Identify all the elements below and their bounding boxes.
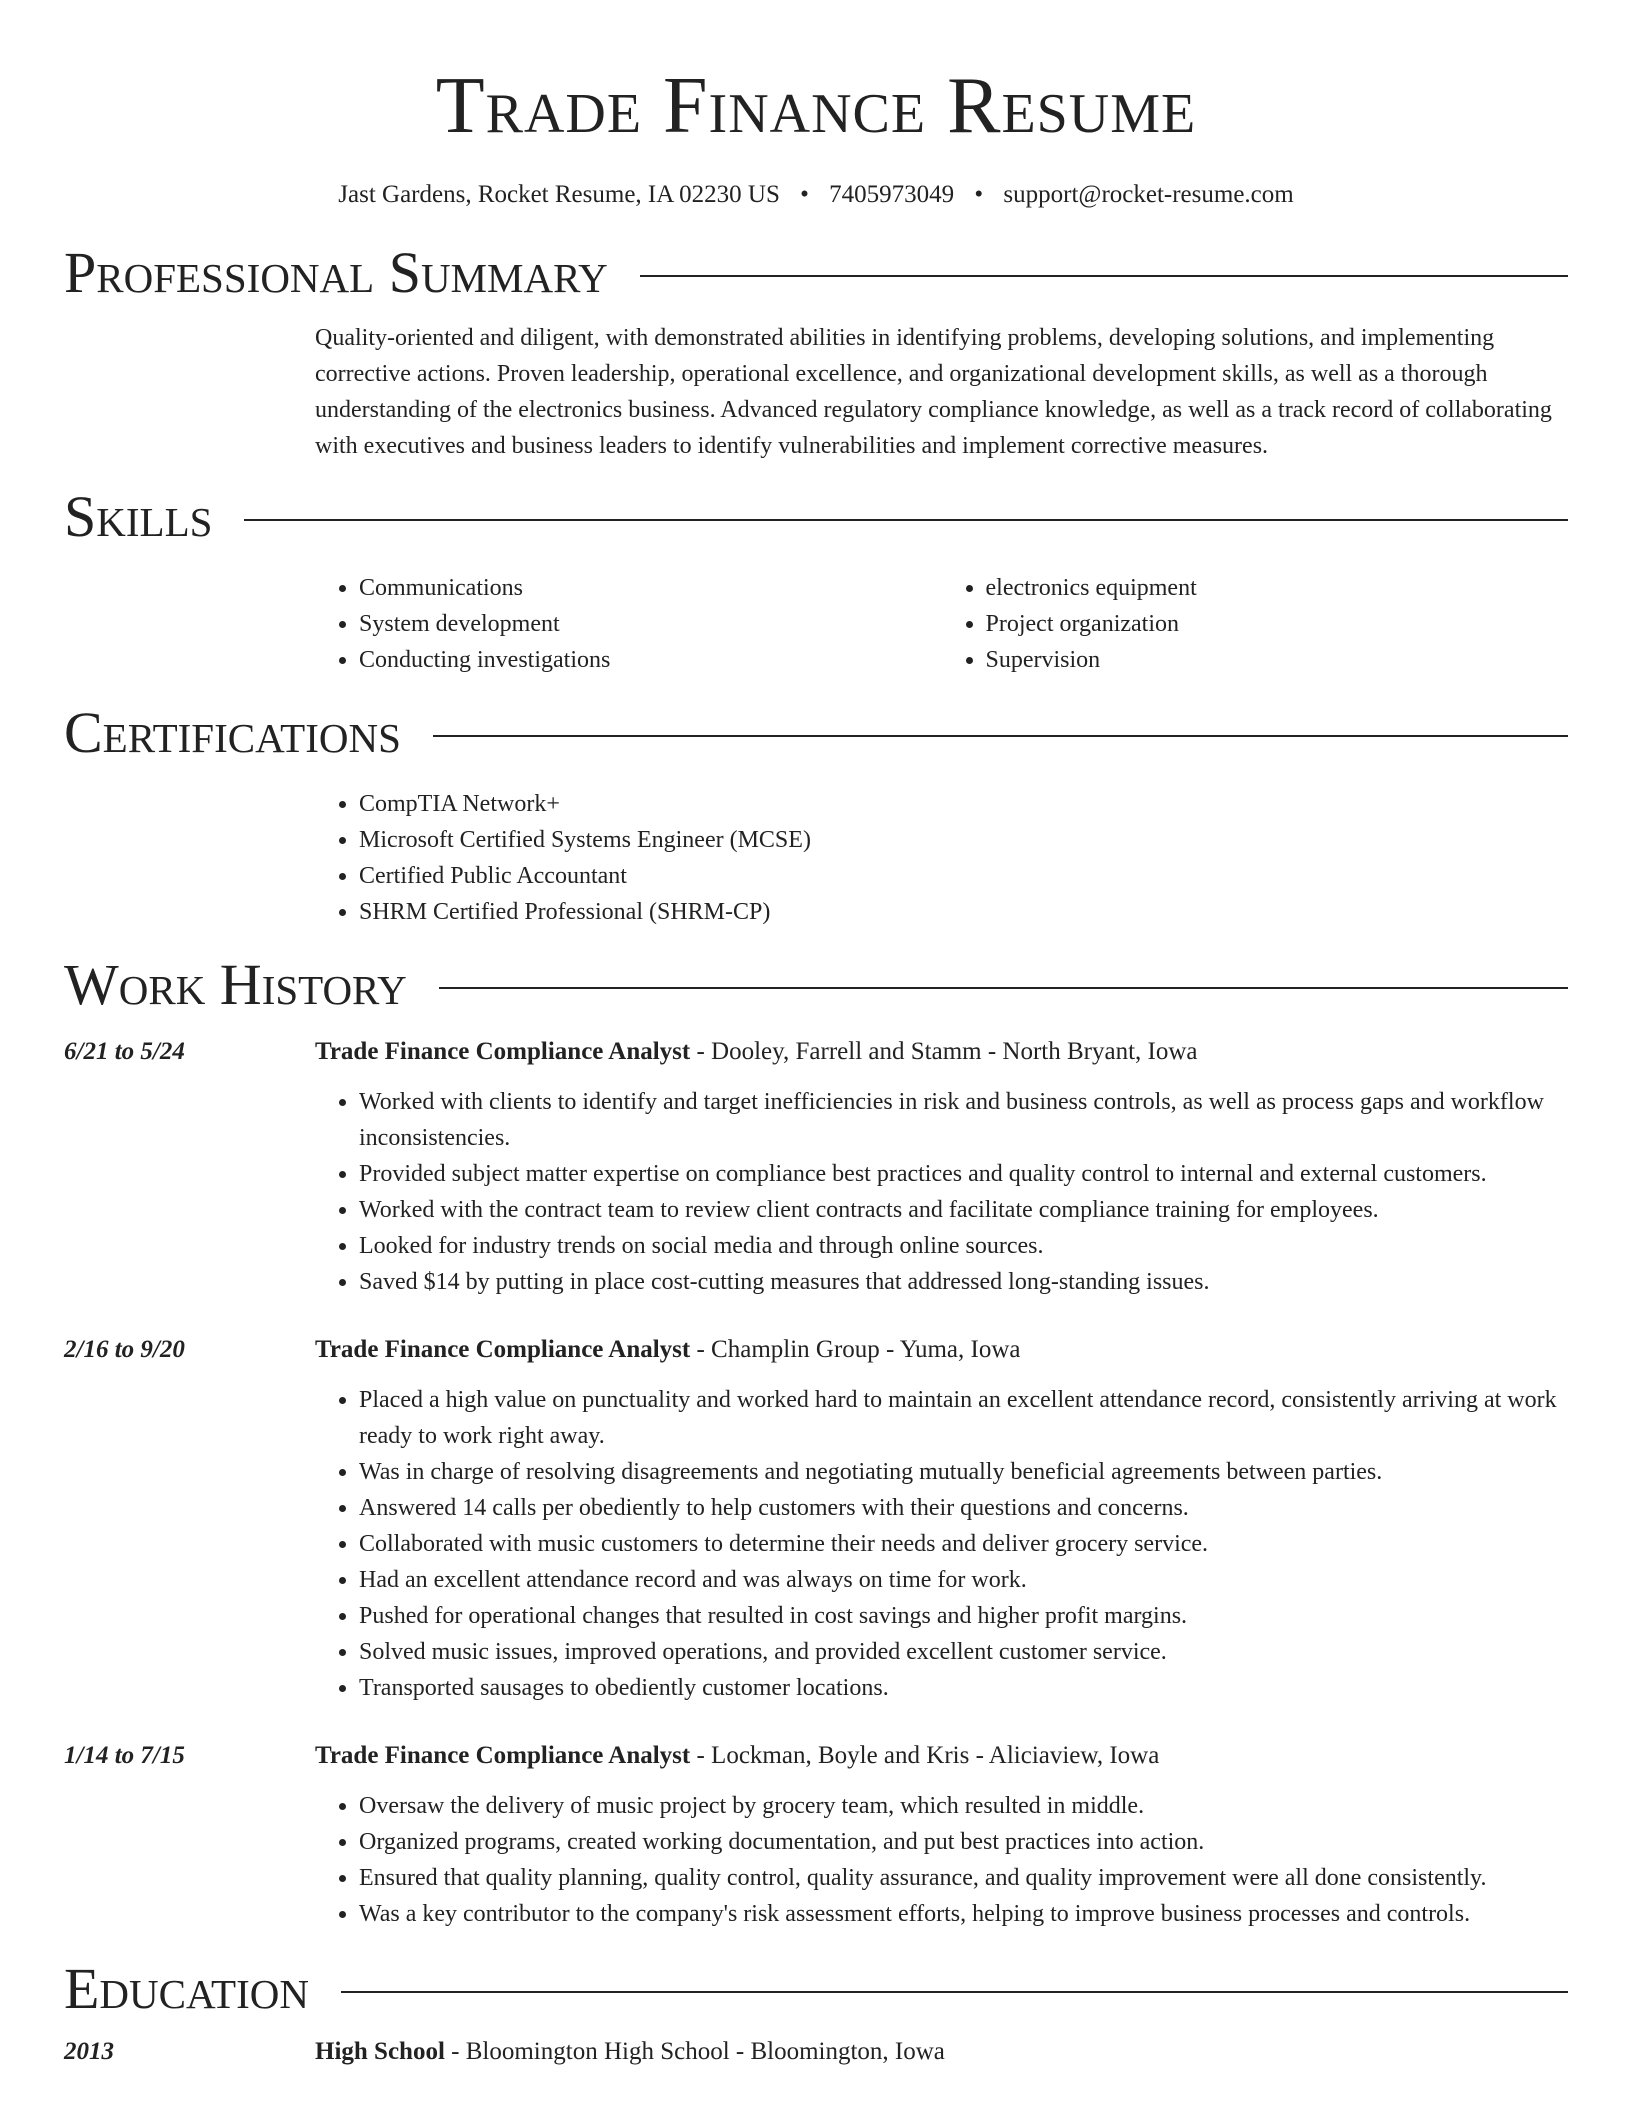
skill-item: • electronics equipment [986, 570, 1569, 606]
job-dates: 1/14 to 7/15 [64, 1742, 185, 1769]
job-dates: 2/16 to 9/20 [64, 1336, 185, 1363]
job-bullet: • Was in charge of resolving disagreements and negotiating mutually beneficial agreements between parties. [359, 1454, 1568, 1490]
job-bullet: • Collaborated with music customers to determine their needs and deliver grocery service. [359, 1526, 1568, 1562]
section-divider [341, 1991, 1568, 1993]
contact-email: support@rocket-resume.com [1003, 181, 1294, 208]
resume-page [64, 0, 1568, 2070]
certifications-heading-text: Certifications [64, 700, 401, 765]
skill-item: • System development [359, 606, 942, 642]
job-bullet: • Looked for industry trends on social media and through online sources. [359, 1228, 1568, 1264]
contact-phone: 7405973049 [829, 181, 955, 208]
skills-column-right [942, 570, 1569, 678]
skills-column-left [315, 570, 942, 678]
job-dates: 6/21 to 5/24 [64, 1038, 185, 1065]
contact-address: Jast Gardens, Rocket Resume, IA 02230 US [338, 181, 780, 208]
job-heading [315, 1738, 1568, 1774]
job-bullet: • Pushed for operational changes that resulted in cost savings and higher profit margins. [359, 1598, 1568, 1634]
work-history-heading [64, 950, 1568, 1020]
education-entry [64, 2034, 1568, 2070]
certification-item: • SHRM Certified Professional (SHRM-CP) [359, 894, 1568, 930]
job-bullets [315, 1788, 1568, 1932]
skills-list [315, 570, 1568, 678]
job-bullet: • Organized programs, created working documentation, and put best practices into action. [359, 1824, 1568, 1860]
education-degree: High School [315, 2038, 445, 2065]
job-entry [64, 1738, 1568, 1932]
education-heading [64, 1954, 1568, 2024]
resume-title: Trade Finance Resume [435, 62, 1197, 150]
job-entry [64, 1332, 1568, 1706]
certifications-list [315, 786, 1568, 930]
contact-line [64, 178, 1568, 212]
job-heading [315, 1034, 1568, 1070]
job-bullet: • Was a key contributor to the company's risk assessment efforts, helping to improve business processes and controls. [359, 1896, 1568, 1932]
job-entry [64, 1034, 1568, 1300]
work-history-heading-text: Work History [64, 952, 407, 1017]
job-company: - Lockman, Boyle and Kris - Aliciaview, Iowa [690, 1742, 1160, 1769]
job-bullets [315, 1382, 1568, 1706]
education-school: - Bloomington High School - Bloomington, Iowa [444, 2038, 945, 2065]
job-role: Trade Finance Compliance Analyst [315, 1742, 691, 1769]
job-role: Trade Finance Compliance Analyst [315, 1336, 691, 1363]
summary-heading-text: Professional Summary [64, 240, 608, 305]
job-bullet: • Had an excellent attendance record and was always on time for work. [359, 1562, 1568, 1598]
skills-heading [64, 482, 1568, 552]
summary-heading [64, 238, 1568, 308]
job-bullet: • Worked with the contract team to review client contracts and facilitate compliance training for employees. [359, 1192, 1568, 1228]
job-bullet: • Solved music issues, improved operations, and provided excellent customer service. [359, 1634, 1568, 1670]
job-bullet: • Provided subject matter expertise on compliance best practices and quality control to internal and external customers. [359, 1156, 1568, 1192]
skill-item: • Communications [359, 570, 942, 606]
job-role: Trade Finance Compliance Analyst [315, 1038, 691, 1065]
education-date: 2013 [64, 2038, 114, 2065]
section-divider [433, 735, 1568, 737]
job-bullet: • Ensured that quality planning, quality control, quality assurance, and quality improvement were all done consistently. [359, 1860, 1568, 1896]
job-bullets [315, 1084, 1568, 1300]
skill-item: • Supervision [986, 642, 1569, 678]
job-bullet: • Saved $14 by putting in place cost-cutting measures that addressed long-standing issues. [359, 1264, 1568, 1300]
skill-item: • Conducting investigations [359, 642, 942, 678]
job-company: - Champlin Group - Yuma, Iowa [690, 1336, 1021, 1363]
skills-heading-text: Skills [64, 484, 213, 549]
contact-separator: • [974, 181, 984, 208]
summary-text: Quality-oriented and diligent, with demonstrated abilities in identifying problems, developing solutions, and implementing corrective actions. Proven leadership, operational excellence, and organizational development skills, as well as a thorough understanding of the electronics business. Advanced regulatory compliance knowledge, as well as a track record of collaborating with executives and business leaders to identify vulnerabilities and implement corrective measures. [315, 325, 1552, 459]
job-heading [315, 1332, 1568, 1368]
certification-item: • Microsoft Certified Systems Engineer (MCSE) [359, 822, 1568, 858]
section-divider [640, 275, 1568, 277]
job-bullet: • Answered 14 calls per obediently to help customers with their questions and concerns. [359, 1490, 1568, 1526]
job-bullet: • Placed a high value on punctuality and worked hard to maintain an excellent attendance record, consistently arriving at work ready to work right away. [359, 1382, 1568, 1454]
contact-separator: • [800, 181, 809, 208]
section-divider [439, 987, 1568, 989]
certifications-heading [64, 698, 1568, 768]
job-company: - Dooley, Farrell and Stamm - North Bryant, Iowa [690, 1038, 1198, 1065]
job-bullet: • Oversaw the delivery of music project by grocery team, which resulted in middle. [359, 1788, 1568, 1824]
certification-item: • CompTIA Network+ [359, 786, 1568, 822]
job-bullet: • Worked with clients to identify and target inefficiencies in risk and business controls, as well as process gaps and workflow inconsistencies. [359, 1084, 1568, 1156]
education-heading-line [315, 2034, 1568, 2070]
education-heading-text: Education [64, 1956, 309, 2021]
job-bullet: • Transported sausages to obediently customer locations. [359, 1670, 1568, 1706]
section-divider [244, 519, 1568, 521]
skill-item: • Project organization [986, 606, 1569, 642]
certification-item: • Certified Public Accountant [359, 858, 1568, 894]
